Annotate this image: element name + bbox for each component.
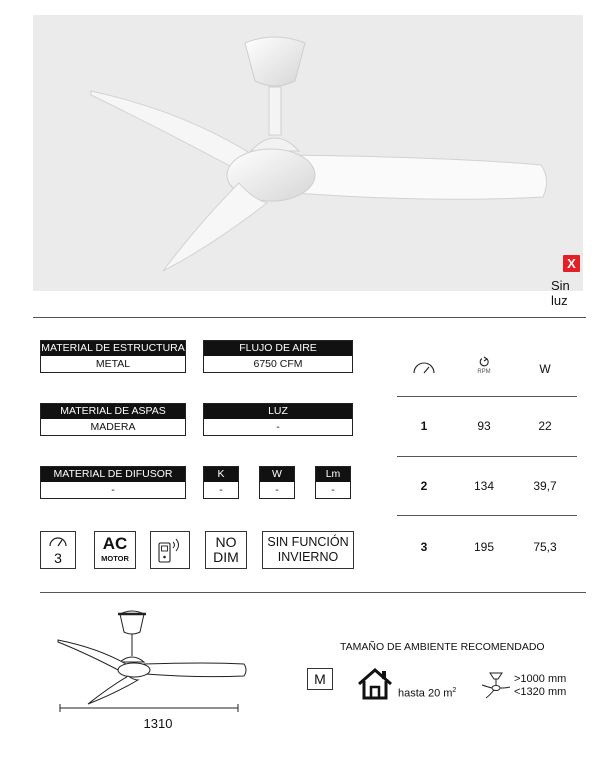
no-dim-box <box>205 531 247 569</box>
spec-label: MATERIAL DE ESTRUCTURA <box>41 342 185 354</box>
ac-motor-box <box>94 531 136 569</box>
speedometer-icon <box>48 535 68 547</box>
rpm-label: RPM <box>477 369 491 375</box>
spec-value: - <box>204 419 352 435</box>
spec-flujo <box>203 340 353 373</box>
no-light-caption: Sin luz <box>551 278 570 308</box>
room-size-title: TAMAÑO DE AMBIENTE RECOMENDADO <box>340 641 545 653</box>
spec-value: 6750 CFM <box>204 356 352 372</box>
speed-header-icon <box>411 361 437 375</box>
divider-bottom <box>40 592 586 593</box>
spec-aspas <box>40 403 186 436</box>
house-icon <box>355 666 395 702</box>
spec-label: MATERIAL DE ASPAS <box>41 404 185 419</box>
spec-label: LUZ <box>204 404 352 419</box>
winter-line-1: SIN FUNCIÓN <box>267 535 349 549</box>
spec-lm <box>315 466 351 499</box>
spec-value: MADERA <box>41 419 185 435</box>
ceiling-height-min: >1000 mm <box>514 673 567 685</box>
no-dim-line-2: DIM <box>213 549 239 565</box>
room-area-value: hasta 20 m <box>398 687 453 700</box>
spec-value: - <box>260 482 294 498</box>
spec-value: - <box>204 482 238 498</box>
speeds-box <box>40 531 76 569</box>
spec-label: MATERIAL DE DIFUSOR <box>41 467 185 482</box>
table-watts: 22 <box>538 419 552 433</box>
product-photo <box>33 15 583 308</box>
spec-label: W <box>260 467 294 482</box>
no-dim-line-1: NO <box>215 534 237 550</box>
remote-control-icon <box>153 535 187 565</box>
ceiling-height <box>514 673 566 699</box>
table-divider <box>397 515 577 516</box>
spec-estructura <box>40 340 186 373</box>
size-letter: M <box>314 671 326 687</box>
table-speed: 1 <box>420 419 428 433</box>
table-divider <box>397 396 577 397</box>
ceiling-height-max: <1320 mm <box>514 686 567 698</box>
spec-value: - <box>316 482 350 498</box>
no-light-badge: X <box>563 255 580 272</box>
table-rpm: 93 <box>477 419 491 433</box>
rpm-icon <box>478 356 490 368</box>
watt-header: W <box>539 362 551 376</box>
table-watts: 75,3 <box>533 540 557 554</box>
fan-dimension-drawing <box>48 604 248 714</box>
speeds-count: 3 <box>54 550 62 566</box>
table-rpm: 195 <box>473 540 495 554</box>
spec-label: K <box>204 467 238 482</box>
spec-k <box>203 466 239 499</box>
spec-label: Lm <box>316 467 350 482</box>
remote-box <box>150 531 190 569</box>
table-speed: 2 <box>420 479 428 493</box>
spec-w <box>259 466 295 499</box>
divider-top <box>33 317 586 318</box>
spec-value: - <box>41 482 185 498</box>
size-letter-box <box>307 668 333 690</box>
ac-label: AC <box>102 534 128 553</box>
winter-line-2: INVIERNO <box>277 550 339 564</box>
diameter-value: 1310 <box>143 716 173 731</box>
spec-value: METAL <box>41 356 185 372</box>
room-area-unit-sup: 2 <box>452 687 457 694</box>
table-watts: 39,7 <box>533 479 557 493</box>
fan-illustration <box>33 15 583 291</box>
table-rpm: 134 <box>473 479 495 493</box>
spec-label: FLUJO DE AIRE <box>204 341 352 356</box>
spec-difusor <box>40 466 186 499</box>
ceiling-height-fan-icon <box>480 671 512 701</box>
spec-luz <box>203 403 353 436</box>
motor-label: MOTOR <box>101 554 129 563</box>
room-area <box>398 687 456 700</box>
table-speed: 3 <box>420 540 428 554</box>
table-divider <box>397 456 577 457</box>
winter-function-box <box>262 531 354 569</box>
